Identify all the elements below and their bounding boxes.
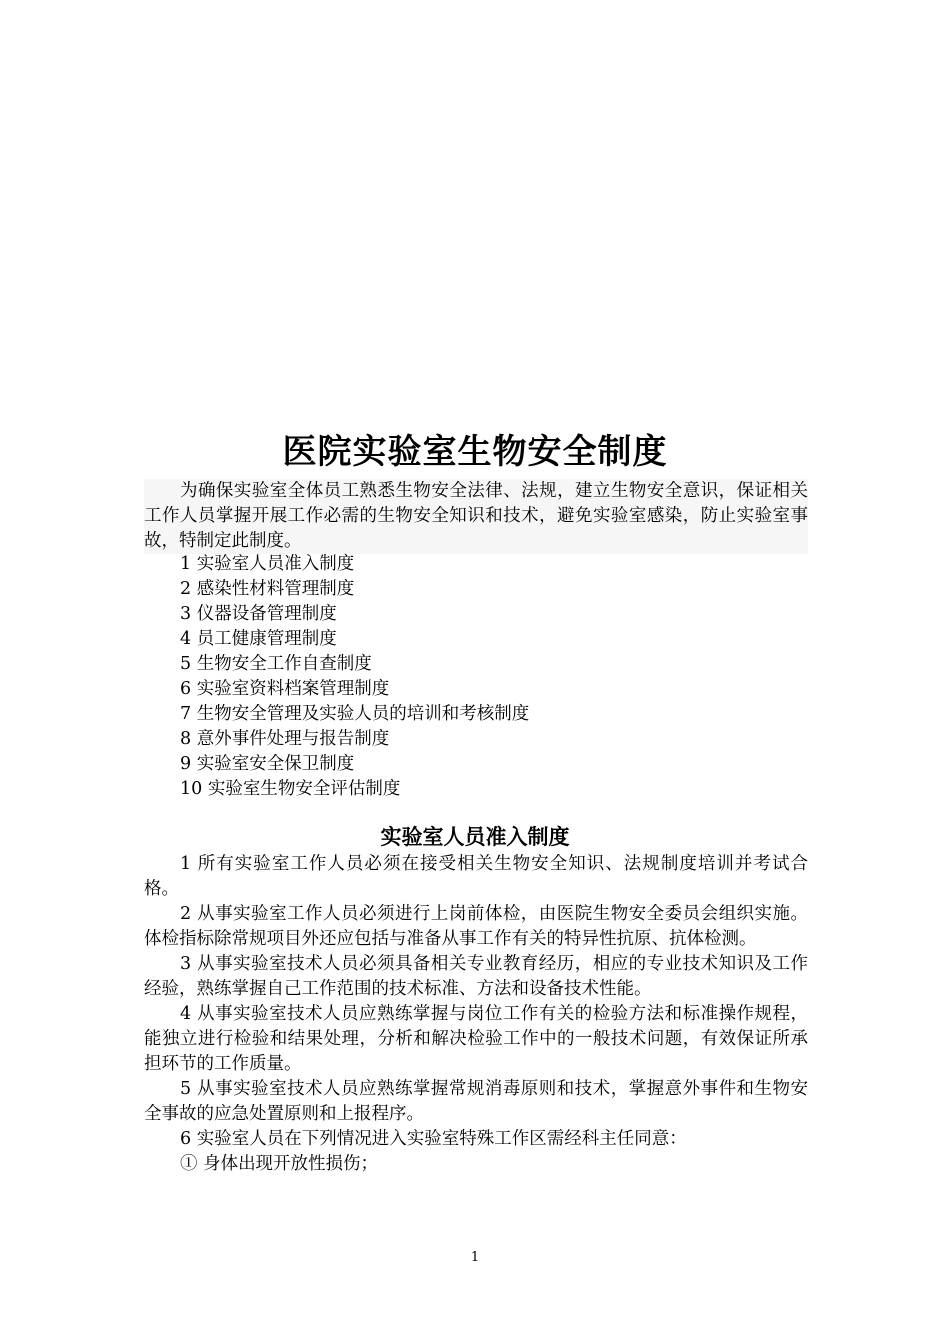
rule-paragraph: 6 实验室人员在下列情况进入实验室特殊工作区需经科主任同意： xyxy=(180,1129,687,1149)
toc-item: 7 生物安全管理及实验人员的培训和考核制度 xyxy=(180,704,530,724)
table-of-contents xyxy=(180,552,529,802)
rule-paragraph: 4 从事实验室技术人员应熟练掌握与岗位工作有关的检验方法和标准操作规程，能独立进行检验和结果处理，分析和解决检验工作中的一般技术问题，有效保证所承担环节的工作质量。 xyxy=(144,1004,808,1074)
rule-paragraph: 5 从事实验室技术人员应熟练掌握常规消毒原则和技术，掌握意外事件和生物安全事故的应急处置原则和上报程序。 xyxy=(144,1079,808,1124)
toc-item: 6 实验室资料档案管理制度 xyxy=(180,679,390,699)
rule-paragraph: 3 从事实验室技术人员必须具备相关专业教育经历，相应的专业技术知识及工作经验，熟练掌握自己工作范围的技术标准、方法和设备技术性能。 xyxy=(144,954,808,999)
intro-paragraph: 为确保实验室全体员工熟悉生物安全法律、法规，建立生物安全意识，保证相关工作人员掌握开展工作必需的生物安全知识和技术，避免实验室感染，防止实验室事故，特制定此制度。 xyxy=(144,479,808,554)
toc-item: 4 员工健康管理制度 xyxy=(180,629,337,649)
toc-item: 10 实验室生物安全评估制度 xyxy=(180,779,401,799)
rules-list xyxy=(144,852,808,1177)
rule-paragraph: ① 身体出现开放性损伤； xyxy=(180,1154,379,1174)
toc-item: 1 实验室人员准入制度 xyxy=(180,554,355,574)
toc-item: 2 感染性材料管理制度 xyxy=(180,579,355,599)
toc-item: 9 实验室安全保卫制度 xyxy=(180,754,355,774)
rule-paragraph: 1 所有实验室工作人员必须在接受相关生物安全知识、法规制度培训并考试合格。 xyxy=(144,854,808,899)
toc-item: 8 意外事件处理与报告制度 xyxy=(180,729,390,749)
document-title: 医院实验室生物安全制度 xyxy=(282,432,668,472)
rule-paragraph: 2 从事实验室工作人员必须进行上岗前体检，由医院生物安全委员会组织实施。体检指标除常规项目外还应包括与准备从事工作有关的特异性抗原、抗体检测。 xyxy=(144,904,808,949)
page-number: 1 xyxy=(470,1250,480,1265)
toc-item: 3 仪器设备管理制度 xyxy=(180,604,337,624)
toc-item: 5 生物安全工作自查制度 xyxy=(180,654,372,674)
section-title: 实验室人员准入制度 xyxy=(380,824,570,849)
